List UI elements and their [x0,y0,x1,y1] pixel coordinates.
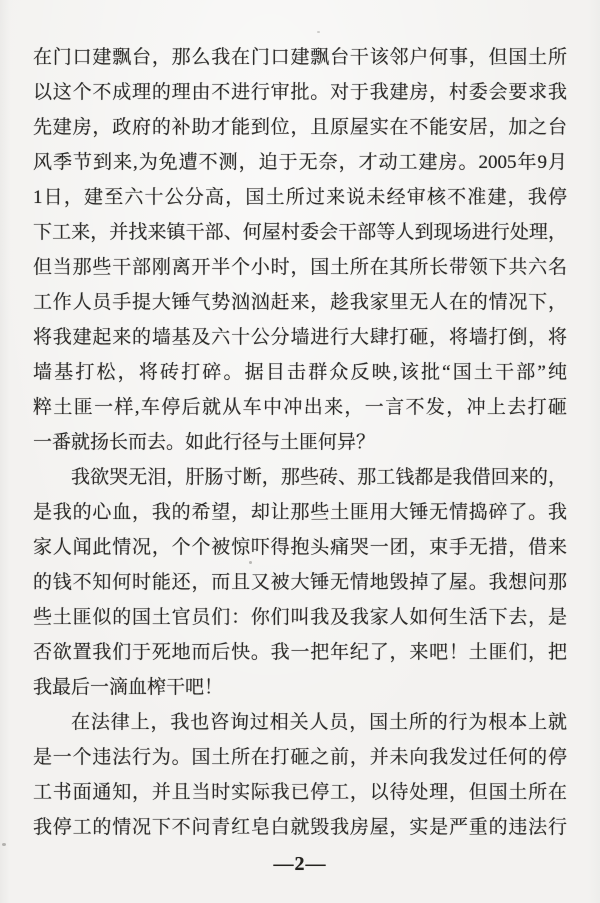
scan-speck [249,561,252,564]
text-line: 一番就扬长而去。如此行径与土匪何异？ [33,432,376,453]
text-line: 1日，建至六十公分高，国土所过来说未经审核不准建，我停 [33,187,567,208]
text-line: 家人闻此情况，个个被惊吓得抱头痛哭一团，束手无措，借来 [33,537,567,558]
text-line: 是一个违法行为。国土所在打砸之前，并未向我发过任何的停 [33,747,567,768]
text-line: 在法律上，我也咨询过相关人员，国土所的行为根本上就 [71,712,567,733]
text-line: 工作人员手提大锤气势汹汹赶来，趁我家里无人在的情况下， [33,292,567,313]
text-line: 否欲置我们于死地而后快。我一把年纪了，来吧！土匪们，把 [33,642,567,663]
text-line: 先建房，政府的补助才能到位，且原屋实在不能安居，加之台 [33,117,567,138]
text-line: 我停工的情况下不问青红皂白就毁我房屋，实是严重的违法行 [33,817,567,838]
text-line: 风季节到来,为免遭不测，迫于无奈，才动工建房。2005年9月 [33,152,567,173]
text-line: 以这个不成理的理由不进行审批。对于我建房，村委会要求我 [33,82,567,103]
text-line: 粹土匪一样,车停后就从车中冲出来，一言不发，冲上去打砸 [33,397,567,418]
text-line: 些土匪似的国土官员们：你们叫我及我家人如何生活下去，是 [33,607,567,628]
text-line: 在门口建飘台，那么我在门口建飘台干该邻户何事，但国土所 [33,47,567,68]
page-number: —2— [273,853,327,875]
text-line: 我最后一滴血榨干吧！ [33,677,224,698]
text-line: 下工来，并找来镇干部、何屋村委会干部等人到现场进行处理， [33,222,567,243]
text-line: 工书面通知，并且当时实际我已停工，以待处理，但国土所在 [33,782,567,803]
document-body [33,40,567,845]
text-line: 我欲哭无泪，肝肠寸断，那些砖、那工钱都是我借回来的， [71,467,567,488]
scan-speck [317,31,320,33]
scan-speck [2,843,6,846]
text-line: 但当那些干部刚离开半个小时，国土所在其所长带领下共六名 [33,257,567,278]
text-line: 的钱不知何时能还，而且又被大锤无情地毁掉了屋。我想问那 [33,572,567,593]
text-line: 将我建起来的墙基及六十公分墙进行大肆打砸，将墙打倒，将 [33,327,567,348]
text-line: 墙基打松，将砖打碎。据目击群众反映,该批“国土干部”纯 [33,362,567,383]
text-line: 是我的心血，我的希望，却让那些土匪用大锤无情捣碎了。我 [33,502,567,523]
